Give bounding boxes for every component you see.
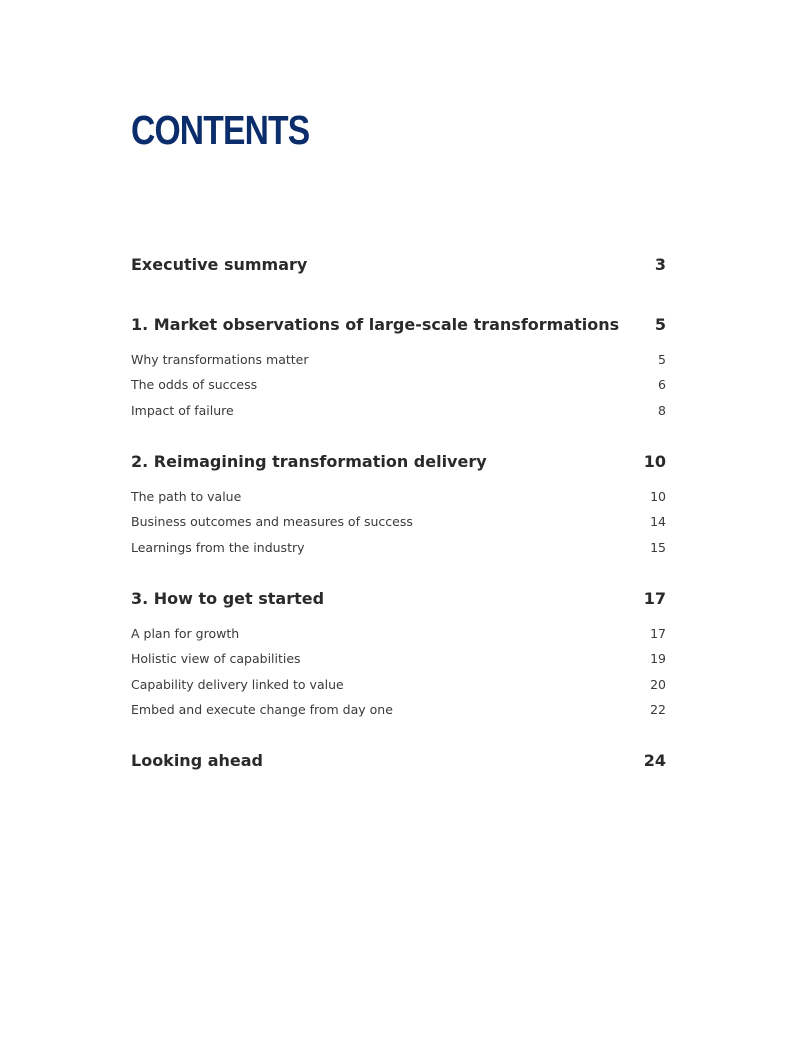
toc-subentry[interactable] <box>131 489 666 504</box>
toc-entry-page: 3 <box>654 255 666 274</box>
toc-entry-label: The path to value <box>131 489 242 504</box>
toc-section-3[interactable] <box>131 589 666 608</box>
toc-entry-label: Business outcomes and measures of success <box>131 514 413 529</box>
toc-entry-label: 3. How to get started <box>131 589 325 608</box>
toc-entry-page: 15 <box>650 540 666 555</box>
toc-entry-page: 14 <box>650 514 666 529</box>
toc-entry-label: Why transformations matter <box>131 352 309 367</box>
toc-subentry[interactable] <box>131 403 666 418</box>
toc-entry-label: The odds of success <box>131 377 258 392</box>
toc-entry-page: 17 <box>643 589 666 608</box>
toc-entry-page: 22 <box>650 702 666 717</box>
toc-entry-page: 6 <box>658 377 666 392</box>
toc-entry-page: 20 <box>650 677 666 692</box>
toc-entry-label: Executive summary <box>131 255 308 274</box>
toc-entry-label: Holistic view of capabilities <box>131 651 301 666</box>
toc-entry-page: 24 <box>643 751 666 770</box>
toc-entry-looking-ahead[interactable] <box>131 751 666 770</box>
toc-entry-page: 8 <box>658 403 666 418</box>
toc-section-2[interactable] <box>131 452 666 471</box>
toc-entry-label: Capability delivery linked to value <box>131 677 344 692</box>
toc-section-1[interactable] <box>131 315 666 334</box>
toc-entry-label: Learnings from the industry <box>131 540 305 555</box>
toc-entry-label: A plan for growth <box>131 626 240 641</box>
toc-entry-page: 5 <box>658 352 666 367</box>
toc-entry-label: 1. Market observations of large-scale transformations <box>131 315 620 334</box>
toc-entry-executive-summary[interactable] <box>131 255 666 274</box>
toc-subentry[interactable] <box>131 377 666 392</box>
toc-entry-label: Looking ahead <box>131 751 264 770</box>
toc-entry-label: Embed and execute change from day one <box>131 702 393 717</box>
toc-entry-page: 5 <box>654 315 666 334</box>
toc-entry-page: 10 <box>643 452 666 471</box>
toc-subentry[interactable] <box>131 651 666 666</box>
toc-entry-page: 17 <box>650 626 666 641</box>
page-title: CONTENTS <box>131 107 310 153</box>
toc-subentry[interactable] <box>131 702 666 717</box>
toc-subentry[interactable] <box>131 514 666 529</box>
toc-entry-page: 19 <box>650 651 666 666</box>
toc-subentry[interactable] <box>131 677 666 692</box>
toc-entry-page: 10 <box>650 489 666 504</box>
toc-subentry[interactable] <box>131 626 666 641</box>
toc-subentry[interactable] <box>131 352 666 367</box>
toc-entry-label: Impact of failure <box>131 403 234 418</box>
toc-subentry[interactable] <box>131 540 666 555</box>
toc-entry-label: 2. Reimagining transformation delivery <box>131 452 487 471</box>
